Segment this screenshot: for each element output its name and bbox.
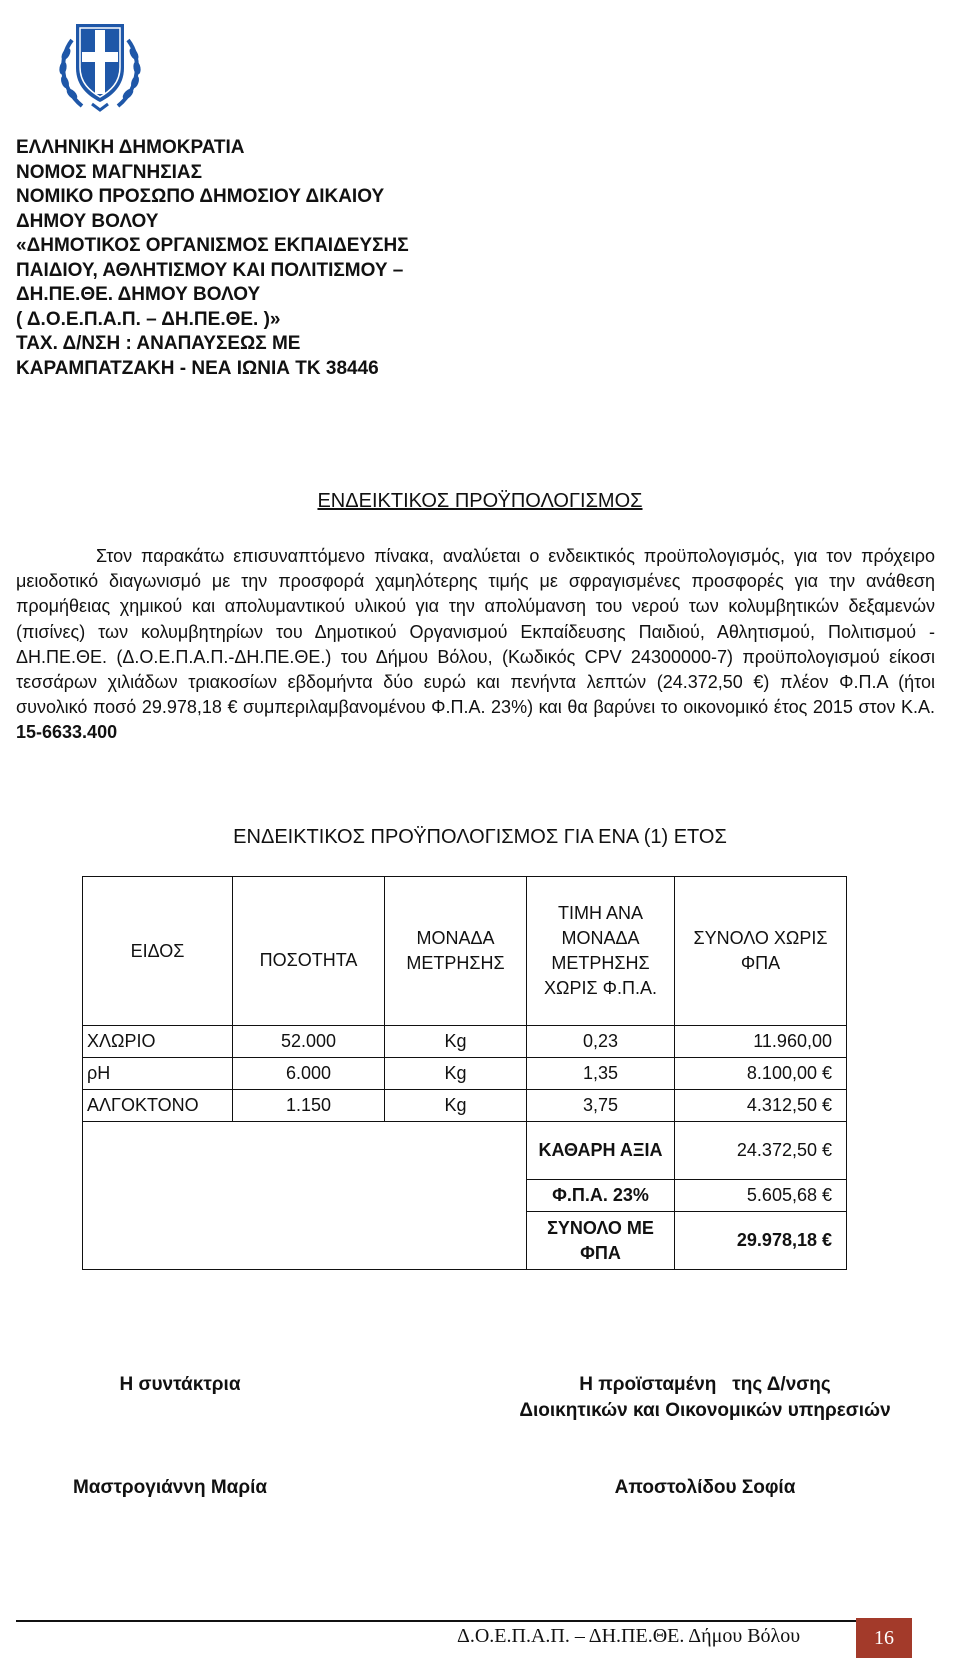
header-line: ΔΗ.ΠΕ.ΘΕ. ΔΗΜΟΥ ΒΟΛΟΥ [16, 284, 261, 305]
gross-total-row [83, 1212, 847, 1270]
budget-table [82, 876, 847, 1270]
cell-quantity: 1.150 [233, 1090, 385, 1122]
header-line: «ΔΗΜΟΤΙΚΟΣ ΟΡΓΑΝΙΣΜΟΣ ΕΚΠΑΙΔΕΥΣΗΣ [16, 235, 409, 256]
cell-quantity: 52.000 [233, 1026, 385, 1058]
cell-unit: Kg [385, 1026, 527, 1058]
header-line: ΕΛΛΗΝΙΚΗ ΔΗΜΟΚΡΑΤΙΑ [16, 137, 245, 158]
header-line: ΠΑΙΔΙΟΥ, ΑΘΛΗΤΙΣΜΟΥ ΚΑΙ ΠΟΛΙΤΙΣΜΟΥ – [16, 259, 404, 281]
cell-unit-price: 1,35 [527, 1058, 675, 1090]
director-role [470, 1372, 940, 1424]
vat-amount: 5.605,68 € [675, 1180, 847, 1212]
intro-text: Στον παρακάτω επισυναπτόμενο πίνακα, αναλύεται ο ενδεικτικός προϋπολογισμός, για τον πρόχειρο μειοδοτικό διαγωνισμό με την προσφορά χαμηλότερης τιμής με σφραγισμένες προσφορές για την ανάθεση προμήθειας χημικού και απολυμαντικού υλικού για την απολύμανση του νερού των κολυμβητικών δεξαμενών (πισίνες) των κολυμβητηρίων του Δημοτικού Οργανισμού Εκπαίδευσης Παιδιού, Αθλητισμού, Πολιτισμού - ΔΗ.ΠΕ.ΘΕ. (Δ.Ο.Ε.Π.Α.Π.-ΔΗ.ΠΕ.ΘΕ.) του Δήμου Βόλου, (Κωδικός CPV 24300000-7) προϋπολογισμού είκοσι τεσσάρων χιλιάδων τριακοσίων εβδομήντα δύο ευρώ και πενήντα λεπτών (24.372,50 €) πλέον Φ.Π.Α (ήτοι συνολικό ποσό 29.978,18 € συμπεριλαμβανομένου Φ.Π.Α. 23%) και θα βαρύνει το οικονομικό έτος 2015 στον Κ.Α. [16, 546, 935, 718]
cell-unit-price: 0,23 [527, 1026, 675, 1058]
cell-total: 8.100,00 € [675, 1058, 847, 1090]
cell-unit-price: 3,75 [527, 1090, 675, 1122]
header-line: ΝΟΜΙΚΟ ΠΡΟΣΩΠΟ ΔΗΜΟΣΙΟΥ ΔΙΚΑΙΟΥ [16, 186, 385, 207]
net-value-label: ΚΑΘΑΡΗ ΑΞΙΑ [527, 1122, 675, 1180]
footer-organization: Δ.Ο.Ε.Π.Α.Π. – ΔΗ.ΠΕ.ΘΕ. Δήμου Βόλου [457, 1625, 801, 1647]
author-name: Μαστρογιάννη Μαρία [72, 1477, 268, 1498]
budget-code: 15-6633.400 [16, 722, 118, 743]
column-header-total: ΣΥΝΟΛΟ ΧΩΡΙΣ ΦΠΑ [675, 877, 847, 1026]
net-value-row [83, 1122, 847, 1180]
column-header-unit: ΜΟΝΑΔΑ ΜΕΤΡΗΣΗΣ [385, 877, 527, 1026]
cell-total: 4.312,50 € [675, 1090, 847, 1122]
column-header-item: ΕΙΔΟΣ [83, 877, 233, 1026]
table-row [83, 1058, 847, 1090]
column-header-quantity: ΠΟΣΟΤΗΤΑ [233, 877, 385, 1026]
header-line: ΔΗΜΟΥ ΒΟΛΟΥ [16, 210, 159, 232]
vat-row [83, 1180, 847, 1212]
intro-paragraph [16, 544, 935, 746]
cell-total: 11.960,00 [675, 1026, 847, 1058]
net-value-amount: 24.372,50 € [675, 1122, 847, 1180]
vat-label: Φ.Π.Α. 23% [527, 1180, 675, 1212]
header-line: ( Δ.Ο.Ε.Π.Α.Π. – ΔΗ.ΠΕ.ΘΕ. )» [16, 308, 281, 330]
table-row [83, 1090, 847, 1122]
director-role-line: Διοικητικών και Οικονομικών υπηρεσιών [519, 1400, 891, 1421]
director-role-line: Η προϊσταμένη της Δ/νσης [579, 1374, 831, 1395]
header-line: ΚΑΡΑΜΠΑΤΖΑΚΗ - ΝΕΑ ΙΩΝΙΑ ΤΚ 38446 [16, 357, 379, 379]
header-line: ΝΟΜΟΣ ΜΑΓΝΗΣΙΑΣ [16, 161, 203, 183]
table-header-row [83, 877, 847, 1026]
author-role: Η συντάκτρια [119, 1374, 241, 1395]
cell-unit: Kg [385, 1090, 527, 1122]
table-title: ΕΝΔΕΙΚΤΙΚΟΣ ΠΡΟΫΠΟΛΟΓΙΣΜΟΣ ΓΙΑ ΕΝΑ (1) ΕΤΟΣ [233, 826, 727, 848]
gross-total-amount: 29.978,18 € [675, 1212, 847, 1270]
cell-unit: Kg [385, 1058, 527, 1090]
cell-item: ΑΛΓΟΚΤΟΝΟ [83, 1090, 233, 1122]
header-line: ΤΑΧ. Δ/ΝΣΗ : ΑΝΑΠΑΥΣΕΩΣ ΜΕ [16, 333, 301, 354]
cell-quantity: 6.000 [233, 1058, 385, 1090]
gross-total-label: ΣΥΝΟΛΟ ΜΕ ΦΠΑ [527, 1212, 675, 1270]
column-header-unit-price: ΤΙΜΗ ΑΝΑ ΜΟΝΑΔΑ ΜΕΤΡΗΣΗΣ ΧΩΡΙΣ Φ.Π.Α. [527, 877, 675, 1026]
cell-item: ρΗ [83, 1058, 233, 1090]
hellenic-republic-emblem-icon [52, 10, 148, 116]
cell-item: ΧΛΩΡΙΟ [83, 1026, 233, 1058]
issuer-header [16, 136, 486, 381]
director-name: Αποστολίδου Σοφία [614, 1477, 796, 1498]
document-title: ΕΝΔΕΙΚΤΙΚΟΣ ΠΡΟΫΠΟΛΟΓΙΣΜΟΣ [317, 490, 643, 512]
page-number: 16 [856, 1618, 912, 1658]
footer-divider [16, 1620, 856, 1622]
table-row [83, 1026, 847, 1058]
